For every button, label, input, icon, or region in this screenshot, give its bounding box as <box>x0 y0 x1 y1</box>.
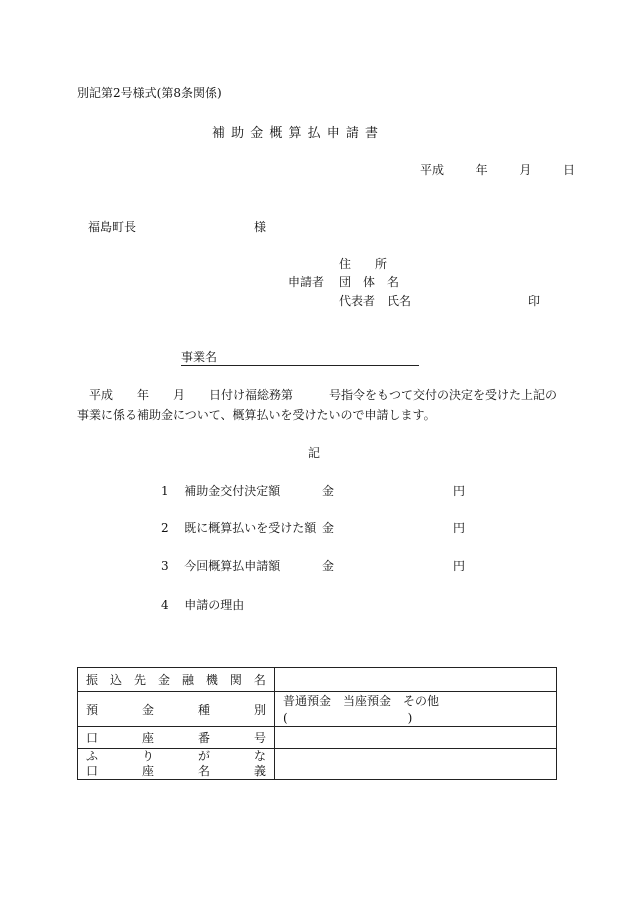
table-row <box>78 749 557 780</box>
item-3 <box>161 557 280 574</box>
item-number: 2 <box>161 521 169 535</box>
institution-value-cell[interactable] <box>275 668 557 692</box>
item-label: 既に概算払いを受けた額 <box>184 521 317 535</box>
item-1-yen: 円 <box>453 484 466 498</box>
item-3-kin: 金 <box>322 559 335 573</box>
deposit-type-label-cell <box>78 692 275 727</box>
item-number: 1 <box>161 484 169 498</box>
item-number: 3 <box>161 559 169 573</box>
item-3-yen: 円 <box>453 559 466 573</box>
document-title: 補 助 金 概 算 払 申 請 書 <box>212 126 379 141</box>
account-name-label-cell <box>78 749 275 780</box>
addressee-honorific: 様 <box>254 220 267 234</box>
account-number-label: 口 座 番 号 <box>86 731 266 745</box>
representative-label: 代表者 氏名 <box>339 294 412 308</box>
item-label: 今回概算払申請額 <box>184 559 281 573</box>
address-label: 住 所 <box>339 257 388 271</box>
date-era: 平成 <box>420 163 445 177</box>
item-1-kin: 金 <box>322 484 335 498</box>
project-name-field <box>181 348 419 366</box>
table-row <box>78 692 557 727</box>
item-4 <box>161 596 244 613</box>
date-month: 月 <box>519 163 532 177</box>
item-label: 申請の理由 <box>184 598 245 612</box>
deposit-type-label: 預 金 種 別 <box>86 702 266 717</box>
body-line-2: 事業に係る補助金について、概算払いを受けたいので申請します。 <box>77 408 436 422</box>
body-line-1: 平成 年 月 日付け福総務第 号指令をもつて交付の決定を受けた上記の <box>89 388 558 402</box>
seal-mark: 印 <box>528 294 541 308</box>
account-number-value-cell[interactable] <box>275 727 557 749</box>
institution-label-cell <box>78 668 275 692</box>
deposit-type-value-cell[interactable] <box>275 692 557 727</box>
item-2-kin: 金 <box>322 521 335 535</box>
record-heading: 記 <box>308 446 321 460</box>
bank-account-table <box>77 667 557 780</box>
date-year: 年 <box>475 163 488 177</box>
form-reference: 別記第2号様式(第8条関係) <box>77 86 222 100</box>
item-number: 4 <box>161 598 169 612</box>
date-day: 日 <box>563 163 576 177</box>
item-2-yen: 円 <box>453 521 466 535</box>
table-row <box>78 668 557 692</box>
account-name-value-cell[interactable] <box>275 749 557 780</box>
account-name-label: 口 座 名 義 <box>86 764 266 778</box>
institution-label: 振 込 先 金 融 機 関 名 <box>86 673 266 687</box>
addressee-name: 福島町長 <box>88 220 137 234</box>
organization-label: 団 体 名 <box>339 275 400 289</box>
deposit-type-options: 普通預金 当座預金 その他( ) <box>283 694 440 725</box>
table-row <box>78 727 557 749</box>
item-1 <box>161 482 280 499</box>
applicant-role: 申請者 <box>288 275 325 289</box>
account-number-label-cell <box>78 727 275 749</box>
project-name-label: 事業名 <box>181 350 218 364</box>
item-label: 補助金交付決定額 <box>184 484 281 498</box>
date-line <box>420 161 575 178</box>
furigana-label: ふ り が な <box>86 749 266 763</box>
item-2 <box>161 519 316 536</box>
